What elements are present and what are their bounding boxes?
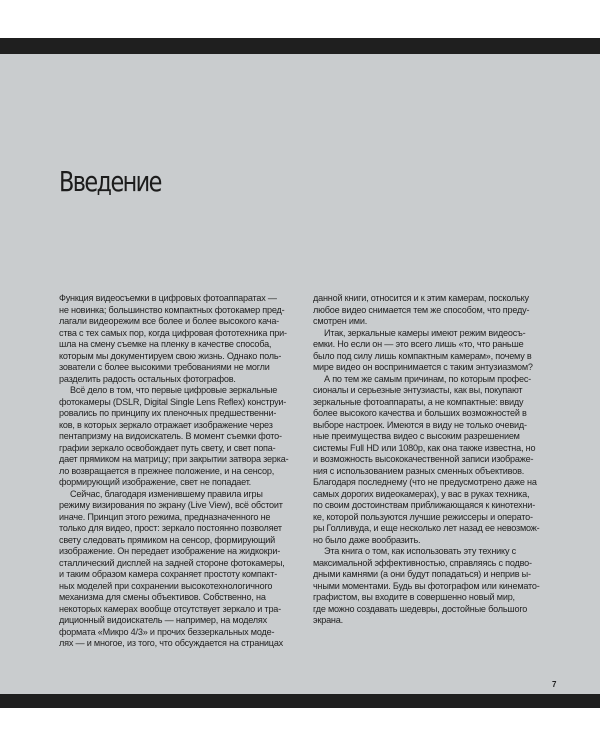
text-line: формата «Микро 4/3» и прочих беззеркальных моде-: [59, 626, 275, 637]
text-line: свету следовать прямиком на сенсор, формирующий: [59, 534, 276, 545]
text-line: сионалы и серьезные энтузиасты, как вы, покупают: [313, 385, 523, 395]
text-line: сталлический дисплей на задней стороне фотокамеры,: [59, 557, 285, 568]
text-line: ке, которой пользуются лучшие режиссеры и операто-: [313, 511, 533, 522]
text-line: иначе. Принцип этого режима, предназначенного не: [59, 511, 271, 522]
text-line: графистом, вы входите в совершенно новый мир,: [313, 592, 515, 602]
text-line: Всё дело в том, что первые цифровые зеркальные: [70, 385, 278, 395]
text-line: диционный видоискатель — например, на моделях: [59, 615, 267, 625]
text-line: выборе настроек. Имеются в виду не только очевид-: [313, 419, 527, 430]
text-line: Итак, зеркальные камеры имеют режим видеосъ-: [324, 327, 526, 338]
text-line: по своим достоинствам приближающаяся к кинотехни-: [313, 500, 536, 510]
text-line: разделить радость остальных фотографов.: [59, 373, 236, 384]
text-line: режиму визирования по экрану (Live View), всё обстоит: [59, 500, 283, 510]
text-line: данной книги, относится и к этим камерам, поскольку: [313, 293, 529, 303]
text-line: только для видео, прост: зеркало постоянно позволяет: [59, 523, 282, 533]
text-line: А по тем же самым причинам, по которым профес-: [324, 373, 531, 384]
text-line: пентапризму на видоискатель. В момент съемки фото-: [59, 431, 282, 441]
text-line: смотрен ими.: [313, 316, 368, 326]
text-line: ных моделей при сохранении высокотехнологичного: [59, 580, 273, 591]
text-line: графии зеркало освобождает путь свету, и свет попа-: [59, 442, 276, 453]
text-line: экрана.: [313, 615, 343, 625]
text-line: которым мы документируем свою жизнь. Однако поль-: [59, 350, 282, 361]
text-line: ные преимущества видео с высоким разрешением: [313, 431, 520, 441]
text-line: формирующий изображение, свет не попадает.: [59, 477, 251, 487]
text-line: дает прямиком на матрицу; при закрытии затвора зерка-: [59, 454, 289, 464]
text-line: чными моментами. Будь вы фотографом или кинемато-: [313, 580, 540, 591]
text-line: но было даже вообразить.: [313, 534, 421, 545]
text-line: некоторых камерах вообще отсутствует зеркало и тра-: [59, 603, 281, 614]
text-line: зеркальные фотоаппараты, а не компактные: ввиду: [313, 396, 524, 407]
text-line: емки. Но если он — это всего лишь «то, что раньше: [313, 339, 524, 349]
text-line: зователи с более высокими требованиями не могли: [59, 362, 270, 372]
text-line: системы Full HD или 1080p, как она также известна, но: [313, 442, 536, 453]
text-line: было под силу лишь компактным камерам», почему в: [313, 350, 532, 361]
text-line: шла на смену съемке на пленку в качестве способа,: [59, 339, 272, 349]
bottom-dark-band: [0, 694, 600, 708]
text-line: любое видео снимается тем же способом, что преду-: [313, 304, 530, 315]
text-line: механизма для смены объективов. Собственно, на: [59, 592, 266, 602]
text-line: Функция видеосъемки в цифровых фотоаппаратах —: [59, 293, 277, 303]
text-line: Благодаря последнему (что не предусмотрено даже на: [313, 477, 537, 487]
text-line: и таким образом камера сохраняет простоту компакт-: [59, 569, 278, 579]
top-dark-band: [0, 38, 600, 54]
text-line: и возможность высококачественной записи изображе-: [313, 454, 534, 464]
text-line: Сейчас, благодаря изменившему правила игры: [70, 488, 263, 499]
text-column-left: [59, 293, 305, 650]
text-line: не новинка; большинство компактных фотокамер пред-: [59, 304, 285, 315]
text-line: мире видео он воспринимается с таким энтузиазмом?: [313, 362, 533, 372]
text-line: ло возвращается в прежнее положение, и на сенсор,: [59, 465, 275, 476]
text-line: самых дорогих видеокамерах), у вас в руках техника,: [313, 488, 530, 499]
text-line: лагали видеорежим все более и более высокого кача-: [59, 316, 280, 326]
text-line: где можно создавать шедевры, достойные большого: [313, 603, 528, 614]
text-line: лях — и многое, из того, что обсуждается на страницах: [59, 638, 284, 648]
page-number: 7: [552, 680, 557, 689]
text-line: ния с использованием разных сменных объективов.: [313, 465, 525, 476]
chapter-title: Введение: [59, 165, 161, 198]
text-line: ры Голливуда, и еще несколько лет назад ее невозмож-: [313, 523, 540, 533]
text-line: фотокамеры (DSLR, Digital Single Lens Reflex) конструи-: [59, 396, 287, 407]
text-column-right: [313, 293, 559, 627]
text-line: более высокого качества и больших возможностей в: [313, 408, 527, 418]
text-line: ства с тех самых пор, когда цифровая фототехника при-: [59, 327, 287, 338]
text-line: ков, в которых зеркало отражает изображение через: [59, 419, 273, 430]
text-line: максимальной эффективностью, справляясь с подво-: [313, 557, 532, 568]
text-line: ровались по принципу их пленочных предшественни-: [59, 408, 277, 418]
text-line: изображение. Он передает изображение на жидкокри-: [59, 546, 281, 556]
text-line: дными камнями (а они будут попадаться) и неприв ы-: [313, 569, 531, 579]
text-line: Эта книга о том, как использовать эту технику с: [324, 546, 516, 556]
